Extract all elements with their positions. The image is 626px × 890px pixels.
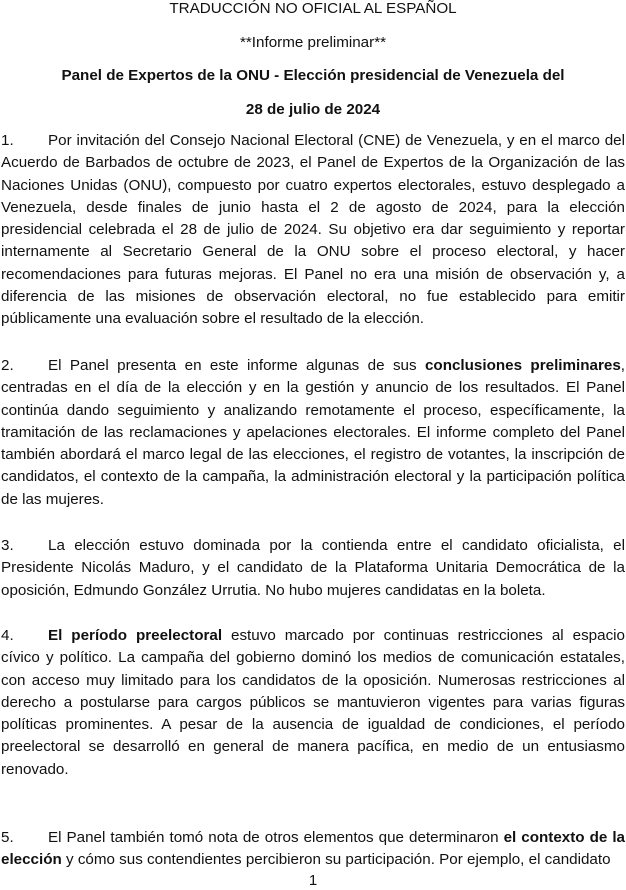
paragraph-5	[1, 827, 625, 872]
paragraph-text: El Panel también tomó nota de otros elementos que determinaron	[48, 829, 504, 846]
emphasis-text: El período preelectoral	[48, 627, 223, 644]
paragraph-text: y cómo sus contendientes percibieron su participación. Por ejemplo, el candidato	[61, 851, 611, 869]
paragraph-text: El Panel presenta en este informe algunas de sus	[48, 357, 425, 374]
page-number: 1	[308, 872, 318, 889]
paragraph-3	[1, 535, 625, 602]
paragraph-number: 5.	[1, 829, 14, 846]
translation-note: TRADUCCIÓN NO OFICIAL AL ESPAÑOL	[169, 0, 457, 17]
paragraph-text: estuvo marcado por continuas restricciones al espacio cívico y político. La campaña del gobierno dominó los medios de comunicación estatales, con acceso muy limitado para los candidatos de la oposición. Numerosas restricciones al derecho a postularse para cargos públicos se mantuvieron vigentes para varias figuras políticas prominentes. A pesar de la ausencia de igualdad de condiciones, el período preelectoral se desarrolló en general de manera pacífica, en medio de un entusiasmo renovado.	[1, 627, 625, 778]
emphasis-text: el contexto de la elección	[1, 829, 625, 869]
paragraph-4	[1, 625, 625, 781]
report-title-line-1: Panel de Expertos de la ONU - Elección presidencial de Venezuela del	[61, 67, 565, 84]
paragraph-2	[1, 355, 625, 511]
emphasis-text: conclusiones preliminares	[424, 357, 621, 374]
paragraph-text: , centradas en el día de la elección y en la gestión y anuncio de los resultados. El Panel continúa dando seguimiento y analizando remotamente el proceso, específicamente, la tramitación de las reclamaciones y apelaciones electorales. El informe completo del Panel también abordará el marco legal de las elecciones, el registro de votantes, la inscripción de candidatos, el contexto de la campaña, la administración electoral y la participación política de las mujeres.	[1, 357, 625, 508]
paragraph-number: 4.	[1, 627, 14, 644]
paragraph-1	[1, 130, 625, 331]
paragraph-number: 3.	[1, 537, 14, 554]
document-page	[1, 0, 625, 888]
report-subtitle: **Informe preliminar**	[239, 34, 387, 51]
paragraph-number: 2.	[1, 357, 14, 374]
paragraph-text: Por invitación del Consejo Nacional Electoral (CNE) de Venezuela, y en el marco del Acuerdo de Barbados de octubre de 2023, el Panel de Expertos de la Organización de las Naciones Unidas (ONU), compuesto por cuatro expertos electorales, estuvo desplegado a Venezuela, desde finales de junio hasta el 2 de agosto de 2024, para la elección presidencial celebrada el 28 de julio de 2024. Su objetivo era dar seguimiento y reportar internamente al Secretario General de la ONU sobre el proceso electoral, y hacer recomendaciones para futuras mejoras. El Panel no era una misión de observación y, a diferencia de las misiones de observación electoral, no fue establecido para emitir públicamente una evaluación sobre el resultado de la elección.	[1, 132, 625, 328]
paragraph-text: La elección estuvo dominada por la contienda entre el candidato oficialista, el Presidente Nicolás Maduro, y el candidato de la Plataforma Unitaria Democrática de la oposición, Edmundo González Urrutia. No hubo mujeres candidatas en la boleta.	[1, 537, 625, 599]
report-title-line-2: 28 de julio de 2024	[245, 101, 381, 118]
paragraph-number: 1.	[1, 132, 14, 149]
